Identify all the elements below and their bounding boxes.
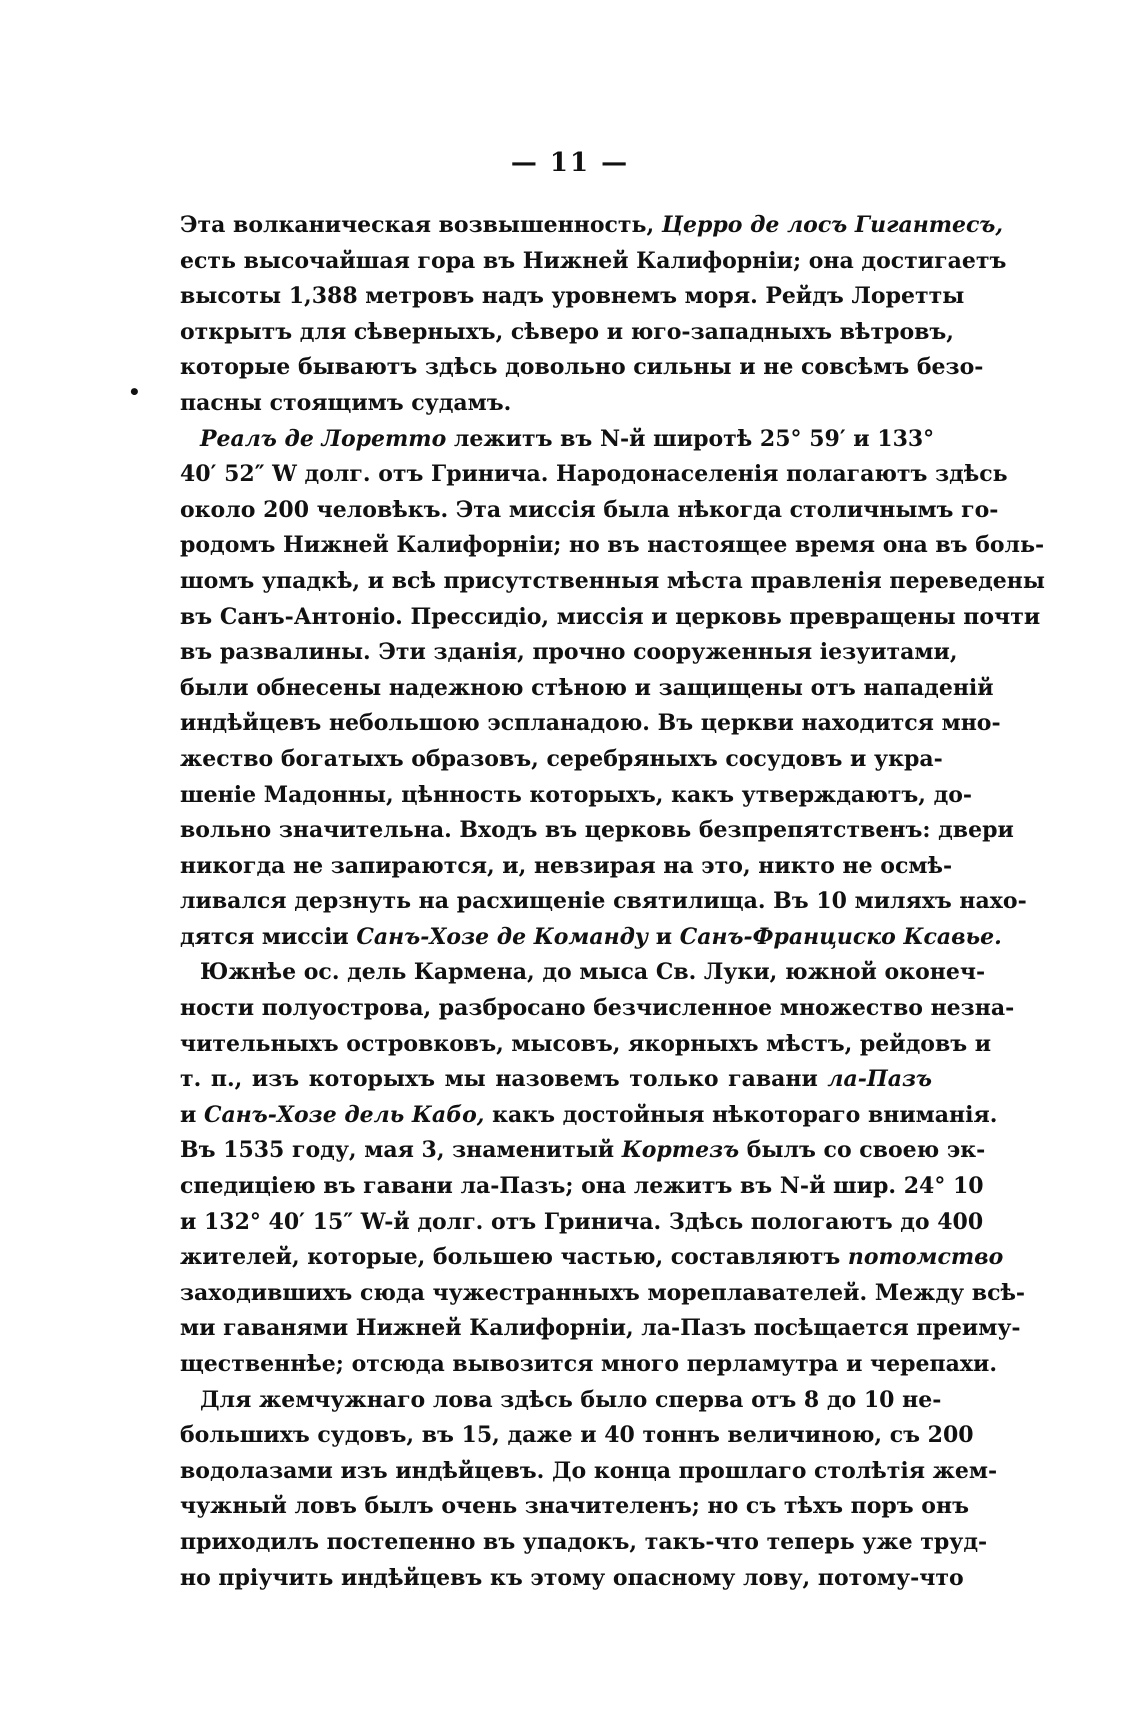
- text-segment: приходилъ постепенно въ упадокъ, такъ-что теперь уже труд-: [180, 1528, 988, 1555]
- text-line: [180, 1383, 942, 1419]
- text-segment: ности полуострова, разбросано безчисленное множество незна-: [180, 995, 1015, 1022]
- text-segment: шеніе Мадонны, цѣнность которыхъ, какъ утверждаютъ, до-: [180, 781, 973, 808]
- text-segment: Для жемчужнаго лова здѣсь было сперва отъ 8 до 10 не-: [200, 1386, 942, 1413]
- italic-text: Реалъ де Лоретто: [200, 425, 447, 452]
- italic-text: Санъ-Хозе де Команду: [356, 923, 649, 950]
- text-segment: какъ достойныя нѣкотораго вниманія.: [484, 1101, 998, 1128]
- text-line: [180, 1561, 964, 1597]
- text-line: [180, 1418, 974, 1454]
- text-line: [180, 671, 994, 707]
- text-segment: есть высочайшая гора въ Нижней Калифорніи; она достигаетъ: [180, 247, 1007, 274]
- text-line: [180, 813, 1014, 849]
- italic-text: Церро де лосъ Гигантесъ,: [661, 212, 1004, 238]
- text-segment: и: [648, 923, 680, 950]
- text-line: [180, 1133, 986, 1169]
- text-line: [180, 1525, 988, 1561]
- text-segment: жество богатыхъ образовъ, серебряныхъ сосудовъ и укра-: [180, 745, 943, 772]
- text-segment: шомъ упадкѣ, и всѣ присутственныя мѣста правленія переведены: [180, 567, 1045, 594]
- text-line: [180, 884, 1027, 920]
- text-line: [180, 1240, 1004, 1276]
- text-segment: Въ 1535 году, мая 3, знаменитый: [180, 1137, 622, 1164]
- paragraph: [180, 208, 1007, 422]
- text-segment: въ Санъ-Антоніо. Прессидіо, миссія и церковь превращены почти: [180, 603, 1041, 630]
- margin-mark: •: [128, 380, 141, 404]
- text-segment: но пріучить индѣйцевъ къ этому опасному лову, потому-что: [180, 1564, 964, 1591]
- text-line: [180, 208, 1004, 244]
- text-segment: которые бываютъ здѣсь довольно сильны и не совсѣмъ безо-: [180, 354, 984, 381]
- text-segment: ми гаванями Нижней Калифорніи, ла-Пазъ посѣщается преиму-: [180, 1315, 1021, 1342]
- text-segment: вольно значительна. Входъ въ церковь безпрепятственъ: двери: [180, 817, 1014, 844]
- text-line: [180, 1062, 932, 1098]
- text-segment: ливался дерзнуть на расхищеніе святилища. Въ 10 миляхъ нахо-: [180, 888, 1027, 915]
- text-segment: былъ со своею эк-: [739, 1137, 986, 1164]
- text-segment: около 200 человѣкъ. Эта миссія была нѣкогда столичнымъ го-: [180, 496, 999, 523]
- text-line: [180, 1205, 984, 1241]
- text-segment: Южнѣе ос. дель Кармена, до мыса Св. Луки, южной оконеч-: [200, 959, 986, 986]
- text-line: [180, 1169, 984, 1205]
- text-line: [180, 1489, 969, 1525]
- text-line: [180, 350, 984, 386]
- text-segment: спедиціею въ гавани ла-Пазъ; она лежитъ въ N-й шир. 24° 10: [180, 1173, 984, 1200]
- text-segment: въ развалины. Эти зданія, прочно сооруженныя іезуитами,: [180, 639, 958, 666]
- text-segment: т. п., изъ которыхъ мы назовемъ только гавани: [180, 1066, 828, 1093]
- text-line: [180, 920, 1002, 956]
- text-line: [180, 528, 1045, 564]
- text-line: [180, 1027, 992, 1063]
- body-text: [180, 208, 1045, 1596]
- text-segment: большихъ судовъ, въ 15, даже и 40 тоннъ величиною, съ 200: [180, 1422, 974, 1449]
- text-segment: Эта волканическая возвышенность,: [180, 212, 662, 238]
- text-line: [180, 1311, 1021, 1347]
- text-line: [180, 849, 953, 885]
- italic-text: ла-Пазъ: [827, 1066, 932, 1093]
- text-line: [180, 1454, 998, 1490]
- text-line: [180, 279, 965, 315]
- text-line: [180, 457, 1008, 493]
- text-segment: родомъ Нижней Калифорніи; но въ настоящее время она въ боль-: [180, 532, 1045, 559]
- text-segment: 40′ 52″ W долг. отъ Гринича. Народонаселенія полагаютъ здѣсь: [180, 461, 1008, 488]
- text-line: [180, 778, 973, 814]
- text-line: [180, 600, 1041, 636]
- text-line: [180, 1276, 1026, 1312]
- text-line: [180, 706, 1001, 742]
- text-line: [180, 742, 943, 778]
- text-segment: индѣйцевъ небольшою эспланадою. Въ церкви находится мно-: [180, 710, 1001, 737]
- text-segment: пасны стоящимъ судамъ.: [180, 389, 512, 416]
- text-line: [180, 564, 1045, 600]
- text-line: [180, 1098, 998, 1134]
- italic-text: потомство: [847, 1244, 1004, 1271]
- text-segment: никогда не запираются, и, невзирая на это, никто не осмѣ-: [180, 852, 953, 879]
- text-segment: щественнѣе; отсюда вывозится много перламутра и черепахи.: [180, 1351, 997, 1377]
- text-segment: чительныхъ островковъ, мысовъ, якорныхъ мѣстъ, рейдовъ и: [180, 1030, 992, 1057]
- text-segment: чужный ловъ былъ очень значителенъ; но съ тѣхъ поръ онъ: [180, 1493, 969, 1520]
- text-line: [180, 315, 954, 351]
- italic-text: Санъ-Хозе дель Кабо,: [203, 1101, 485, 1128]
- text-segment: лежитъ въ N-й широтѣ 25° 59′ и 133°: [446, 425, 935, 452]
- paragraph: [180, 422, 1045, 956]
- text-line: [180, 1347, 997, 1383]
- text-segment: и 132° 40′ 15″ W-й долг. отъ Гринича. Здѣсь пологаютъ до 400: [180, 1208, 984, 1235]
- text-segment: и: [180, 1101, 204, 1128]
- text-line: [180, 955, 986, 991]
- text-line: [180, 493, 999, 529]
- text-line: [180, 991, 1015, 1027]
- paragraph: [180, 955, 1026, 1382]
- text-line: [180, 422, 935, 458]
- text-segment: были обнесены надежною стѣною и защищены отъ нападеній: [180, 674, 994, 701]
- text-segment: высоты 1,388 метровъ надъ уровнемъ моря. Рейдъ Лоретты: [180, 283, 965, 310]
- text-segment: заходившихъ сюда чужестранныхъ мореплавателей. Между всѣ-: [180, 1279, 1026, 1306]
- text-line: [180, 635, 958, 671]
- italic-text: Кортезъ: [621, 1137, 740, 1164]
- paragraph: [180, 1383, 998, 1597]
- text-segment: открытъ для сѣверныхъ, сѣверо и юго-западныхъ вѣтровъ,: [180, 318, 954, 345]
- italic-text: Санъ-Франциско Ксавье.: [679, 923, 1002, 950]
- text-segment: жителей, которые, большею частью, составляютъ: [180, 1244, 848, 1271]
- text-segment: дятся миссіи: [180, 923, 357, 950]
- text-line: [180, 386, 932, 422]
- text-line: [180, 244, 1007, 280]
- text-segment: водолазами изъ индѣйцевъ. До конца прошлаго столѣтія жем-: [180, 1457, 998, 1484]
- page-number: — 11 —: [510, 148, 630, 178]
